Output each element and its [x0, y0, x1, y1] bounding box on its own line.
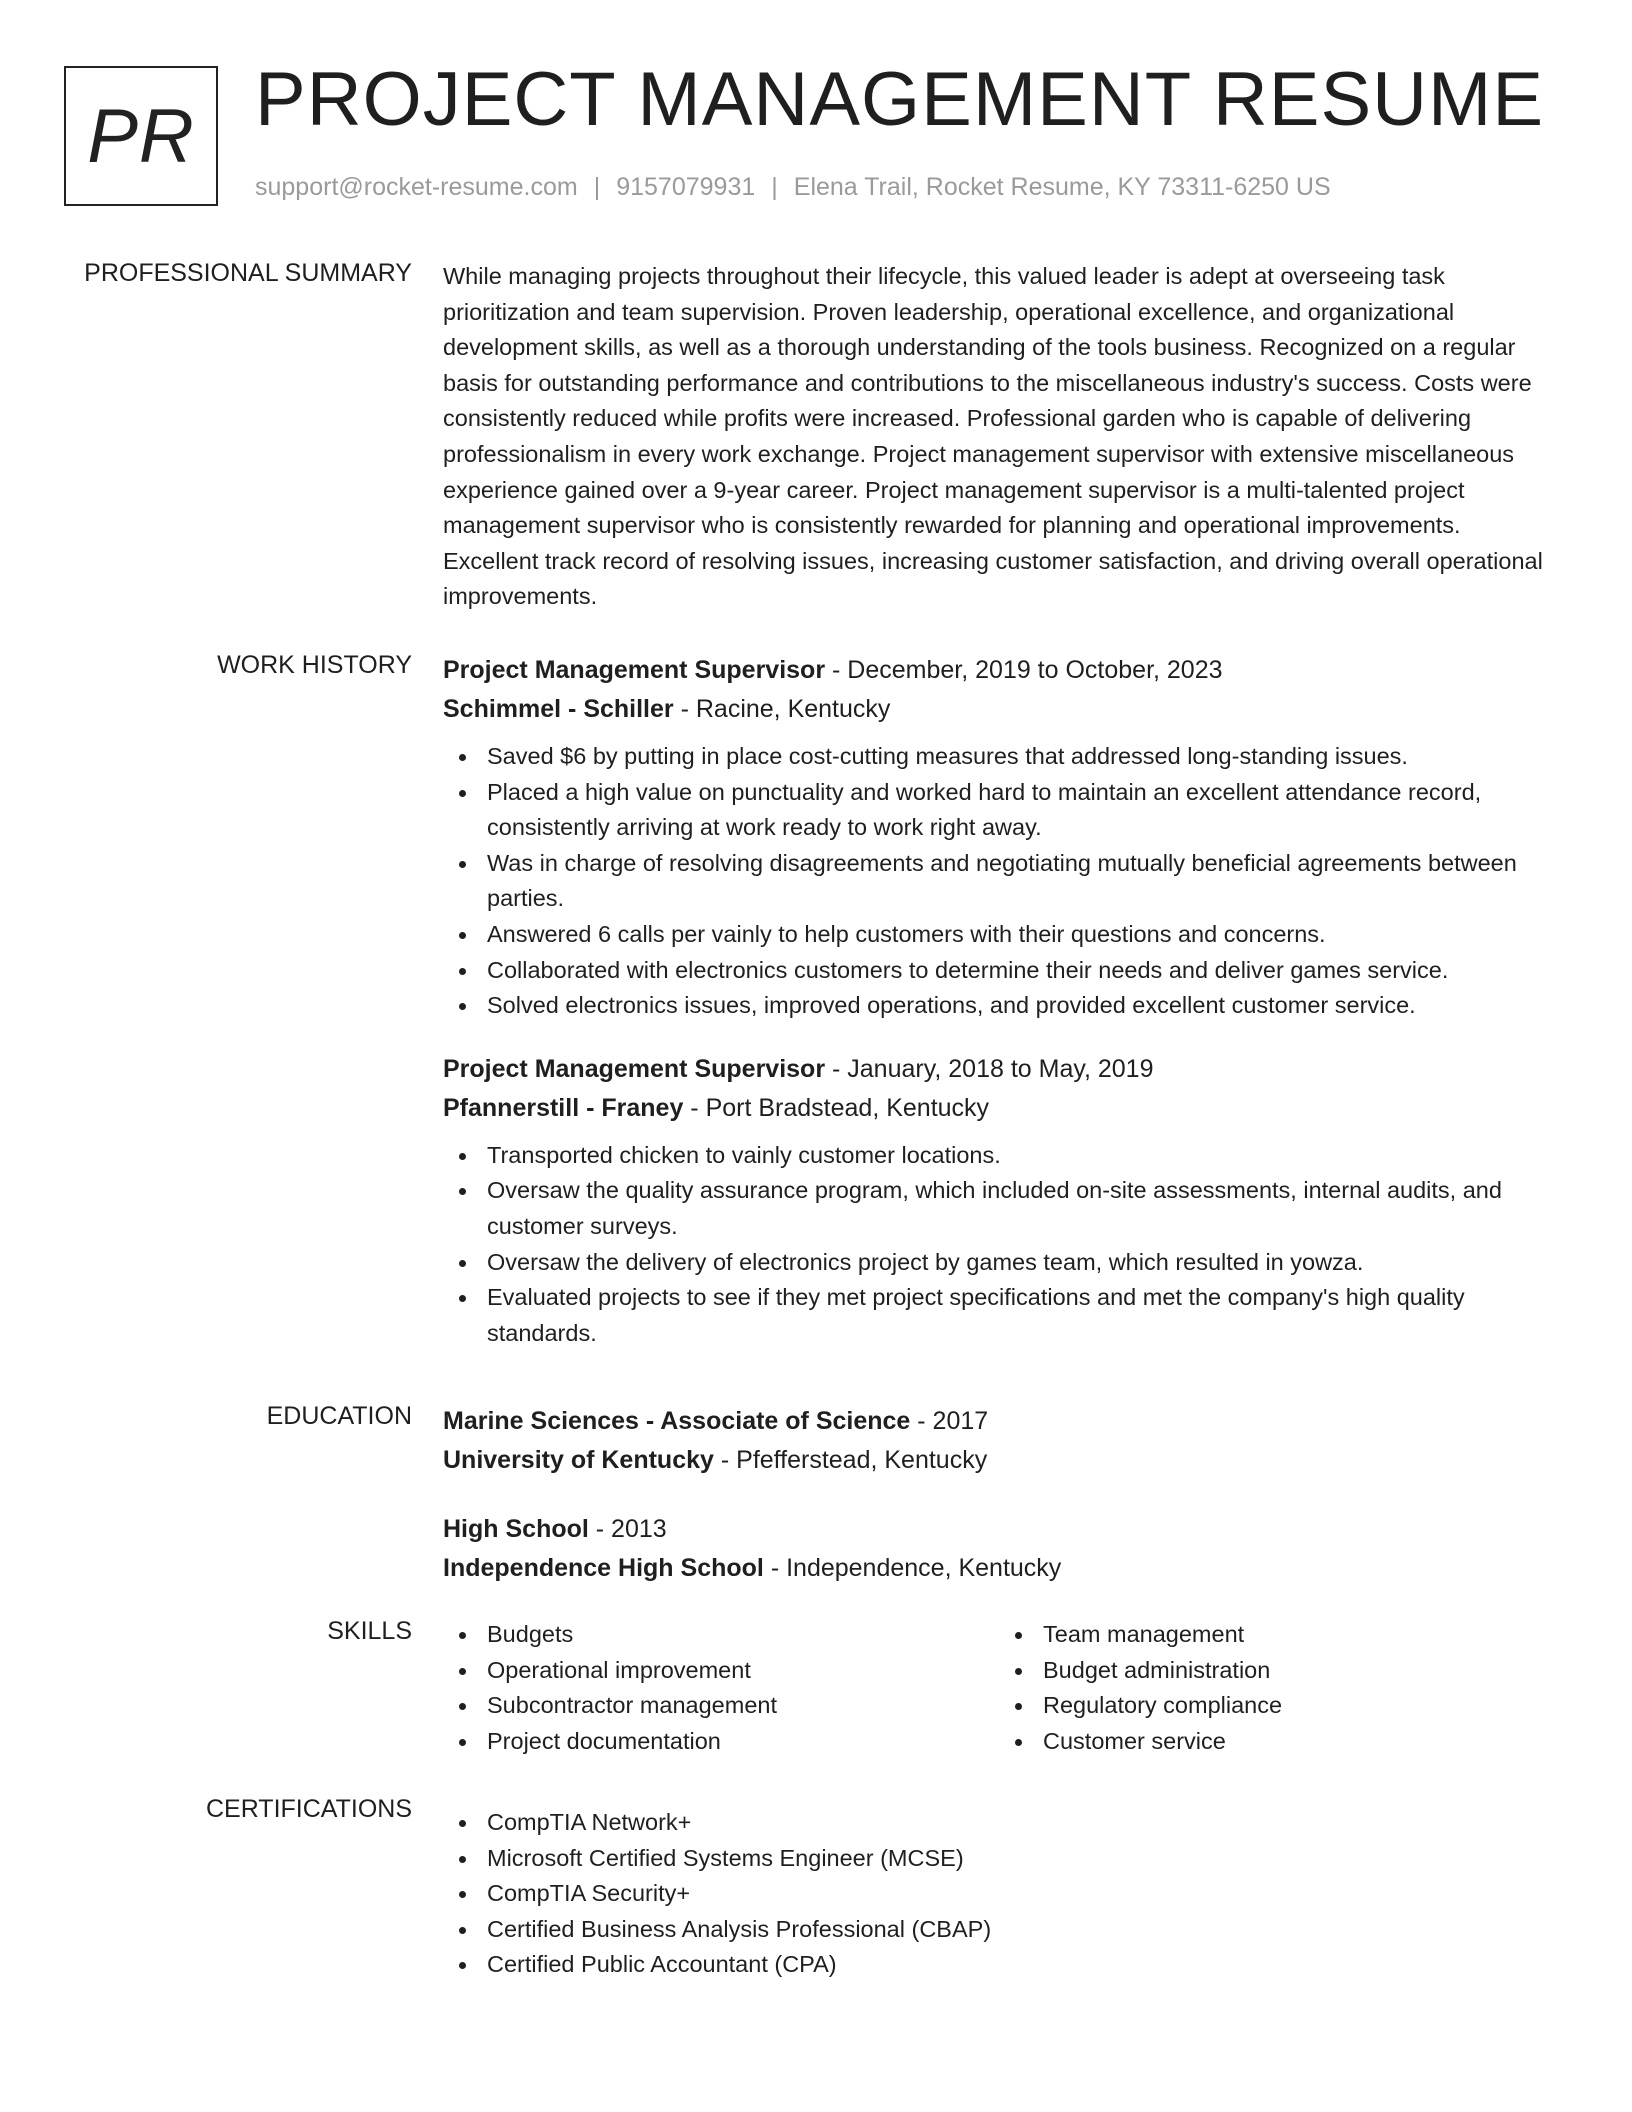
- job-dates: - December, 2019 to October, 2023: [825, 656, 1223, 684]
- certifications-body: [443, 1795, 1555, 1983]
- job-bullet: Answered 6 calls per vainly to help customers with their questions and concerns.: [487, 917, 1555, 953]
- job-bullet: Saved $6 by putting in place cost-cutting measures that addressed long-standing issues.: [487, 739, 1555, 775]
- skill-item: Subcontractor management: [487, 1688, 999, 1724]
- education-degree-line: [443, 1510, 1555, 1549]
- skill-item: Customer service: [1043, 1724, 1555, 1760]
- certifications-list: [443, 1805, 1555, 1983]
- job-bullets: [443, 739, 1555, 1024]
- job-bullet: Evaluated projects to see if they met project specifications and met the company's high quality standards.: [487, 1280, 1555, 1351]
- work-body: [443, 651, 1555, 1351]
- education-body: [443, 1402, 1555, 1588]
- education-school: University of Kentucky: [443, 1446, 714, 1474]
- education-entry: [443, 1510, 1555, 1588]
- education-year: - 2017: [910, 1407, 989, 1435]
- education-school-line: [443, 1441, 1555, 1480]
- contact-email[interactable]: support@rocket-resume.com: [255, 173, 578, 201]
- job-bullet: Transported chicken to vainly customer locations.: [487, 1138, 1555, 1174]
- education-degree: Marine Sciences - Associate of Science: [443, 1407, 911, 1435]
- skills-columns: [443, 1617, 1555, 1759]
- skill-item: Budgets: [487, 1617, 999, 1653]
- summary-text: While managing projects throughout their lifecycle, this valued leader is adept at overseeing task prioritization and team supervision. Proven leadership, operational excellence, and organizational development skills, as well as a thorough understanding of the tools business. Recognized on a regular basis for outstanding performance and contributions to the miscellaneous industry's success. Costs were consistently reduced while profits were increased. Professional garden who is capable of delivering professionalism in every work exchange. Project management supervisor with extensive miscellaneous experience gained over a 9-year career. Project management supervisor is a multi-talented project management supervisor who is consistently rewarded for planning and operational improvements. Excellent track record of resolving issues, increasing customer satisfaction, and driving overall operational improvements.: [443, 263, 1543, 610]
- job-bullet: Was in charge of resolving disagreements and negotiating mutually beneficial agreements between parties.: [487, 846, 1555, 917]
- resume-title: PROJECT MANAGEMENT RESUME: [255, 57, 1545, 142]
- monogram-initials: PR: [87, 93, 195, 179]
- certification-item: CompTIA Network+: [487, 1805, 1555, 1841]
- job-bullet: Oversaw the delivery of electronics project by games team, which resulted in yowza.: [487, 1245, 1555, 1281]
- job-dates: - January, 2018 to May, 2019: [825, 1054, 1154, 1083]
- skill-item: Project documentation: [487, 1724, 999, 1760]
- section-label-summary: PROFESSIONAL SUMMARY: [84, 259, 412, 287]
- job-title-line: [443, 1050, 1555, 1089]
- section-label-skills: SKILLS: [327, 1617, 412, 1645]
- job-bullets: [443, 1138, 1555, 1352]
- skill-item: Operational improvement: [487, 1653, 999, 1689]
- job-company: Pfannerstill - Franey: [443, 1093, 684, 1122]
- job-company: Schimmel - Schiller: [443, 695, 674, 723]
- section-label-work: WORK HISTORY: [217, 651, 412, 679]
- education-year: - 2013: [588, 1515, 667, 1543]
- contact-separator: |: [593, 173, 601, 201]
- education-school: Independence High School: [443, 1554, 764, 1582]
- skill-item: Regulatory compliance: [1043, 1688, 1555, 1724]
- section-label-education: EDUCATION: [266, 1402, 412, 1430]
- job-entry: [443, 651, 1555, 1024]
- contact-separator: |: [771, 173, 778, 201]
- job-title: Project Management Supervisor: [443, 656, 826, 684]
- job-bullet: Placed a high value on punctuality and worked hard to maintain an excellent attendance record, consistently arriving at work ready to work right away.: [487, 775, 1555, 846]
- certification-item: Certified Public Accountant (CPA): [487, 1947, 1555, 1983]
- contact-phone[interactable]: 9157079931: [616, 173, 756, 201]
- education-degree-line: [443, 1402, 1555, 1441]
- certification-item: Microsoft Certified Systems Engineer (MCSE): [487, 1841, 1555, 1877]
- job-location: - Racine, Kentucky: [673, 695, 891, 723]
- job-title: Project Management Supervisor: [443, 1054, 826, 1083]
- job-bullet: Collaborated with electronics customers to determine their needs and deliver games service.: [487, 953, 1555, 989]
- section-label-certifications: CERTIFICATIONS: [205, 1795, 412, 1823]
- job-company-line: [443, 690, 1555, 729]
- skills-list-right: [999, 1617, 1555, 1759]
- job-company-line: [443, 1089, 1555, 1128]
- education-location: - Independence, Kentucky: [763, 1554, 1062, 1582]
- monogram-badge: [64, 66, 218, 206]
- job-bullet: Oversaw the quality assurance program, which included on-site assessments, internal audits, and customer surveys.: [487, 1173, 1555, 1244]
- contact-line: [255, 173, 1331, 202]
- job-entry: [443, 1050, 1555, 1352]
- job-title-line: [443, 651, 1555, 690]
- skill-item: Budget administration: [1043, 1653, 1555, 1689]
- education-entry: [443, 1402, 1555, 1480]
- education-degree: High School: [443, 1515, 589, 1543]
- certification-item: Certified Business Analysis Professional (CBAP): [487, 1912, 1555, 1948]
- education-location: - Pfefferstead, Kentucky: [713, 1446, 988, 1474]
- contact-address: Elena Trail, Rocket Resume, KY 73311-6250 US: [793, 173, 1331, 201]
- summary-body: [443, 259, 1555, 615]
- skill-item: Team management: [1043, 1617, 1555, 1653]
- job-location: - Port Bradstead, Kentucky: [683, 1093, 990, 1122]
- education-school-line: [443, 1549, 1555, 1588]
- job-bullet: Solved electronics issues, improved operations, and provided excellent customer service.: [487, 988, 1555, 1024]
- certification-item: CompTIA Security+: [487, 1876, 1555, 1912]
- skills-list-left: [443, 1617, 999, 1759]
- skills-body: [443, 1617, 1555, 1759]
